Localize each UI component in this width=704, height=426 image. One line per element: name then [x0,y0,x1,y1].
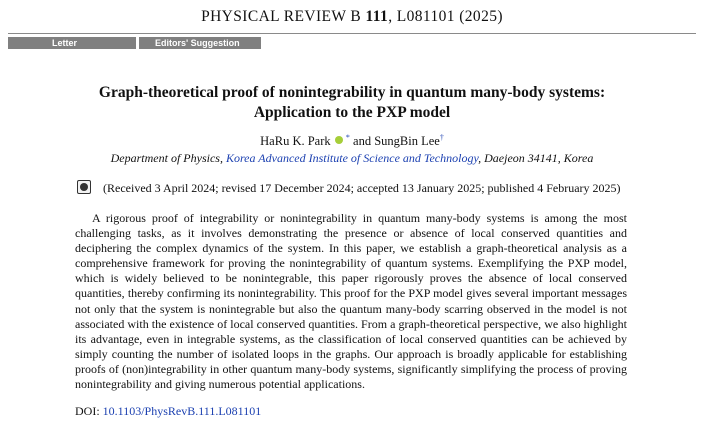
author-2[interactable]: SungBin Lee [374,134,440,149]
journal-name: PHYSICAL REVIEW B [201,8,362,25]
authors [0,133,704,149]
header-rule [8,33,696,34]
affiliation-department: Department of Physics, [110,151,226,165]
affiliation [0,151,704,166]
doi-line [75,404,261,419]
author-1[interactable]: HaRu K. Park [260,134,331,149]
author-2-footnote-mark[interactable]: † [439,133,444,142]
editors-suggestion-tag[interactable]: Editors' Suggestion [139,37,261,49]
affiliation-location: , Daejeon 34141, Korea [478,151,594,165]
publication-dates: (Received 3 April 2024; revised 17 December 2024; accepted 13 January 2025; published 4 February 2025) [103,181,621,195]
author-connector: and [349,134,375,149]
letter-tag[interactable]: Letter [8,37,136,49]
abstract-text: A rigorous proof of integrability or nonintegrability in quantum many-body systems is among the most challenging tasks, as it involves demonstrating the presence or absence of local conserved quantities and deciphering the complex dynamics of the system. In this paper, we establish a graph-theoretical analysis as a comprehensive framework for proving the nonintegrability of quantum systems. Exemplifying the PXP model, which is widely believed to be nonintegrable, this paper rigorously proves the absence of local conserved quantities, thereby confirming its nonintegrability. This proof for the PXP model gives several important messages not only that the system is nonintegrable but also the quantum many-body scarring observed in the model is not associated with the existence of local conserved quantities. From a graph-theoretical perspective, we also highlight its advantage, even in integrable systems, as the classification of local conserved quantities can be achieved by simply counting the number of isolated loops in the graphs. Our approach is broadly applicable for establishing proofs of (non)integrability in other quantum many-body systems, significantly simplifying the process of proving nonintegrability and giving numerous potential applications. [75,211,627,392]
title-line-1: Graph-theoretical proof of nonintegrability in quantum many-body systems: [98,84,606,101]
title-line-2: Application to the PXP model [253,104,451,121]
article-id: , L081101 (2025) [388,8,503,25]
open-access-icon[interactable] [77,180,91,194]
journal-header [0,8,704,26]
doi-link[interactable]: 10.1103/PhysRevB.111.L081101 [102,404,262,418]
orcid-icon[interactable] [335,136,343,144]
doi-label: DOI: [75,404,103,418]
journal-volume: 111 [365,8,389,25]
article-title [0,83,704,123]
affiliation-institute-link[interactable]: Korea Advanced Institute of Science and Technology [225,151,479,165]
author-1-footnote-mark[interactable]: * [345,133,350,142]
